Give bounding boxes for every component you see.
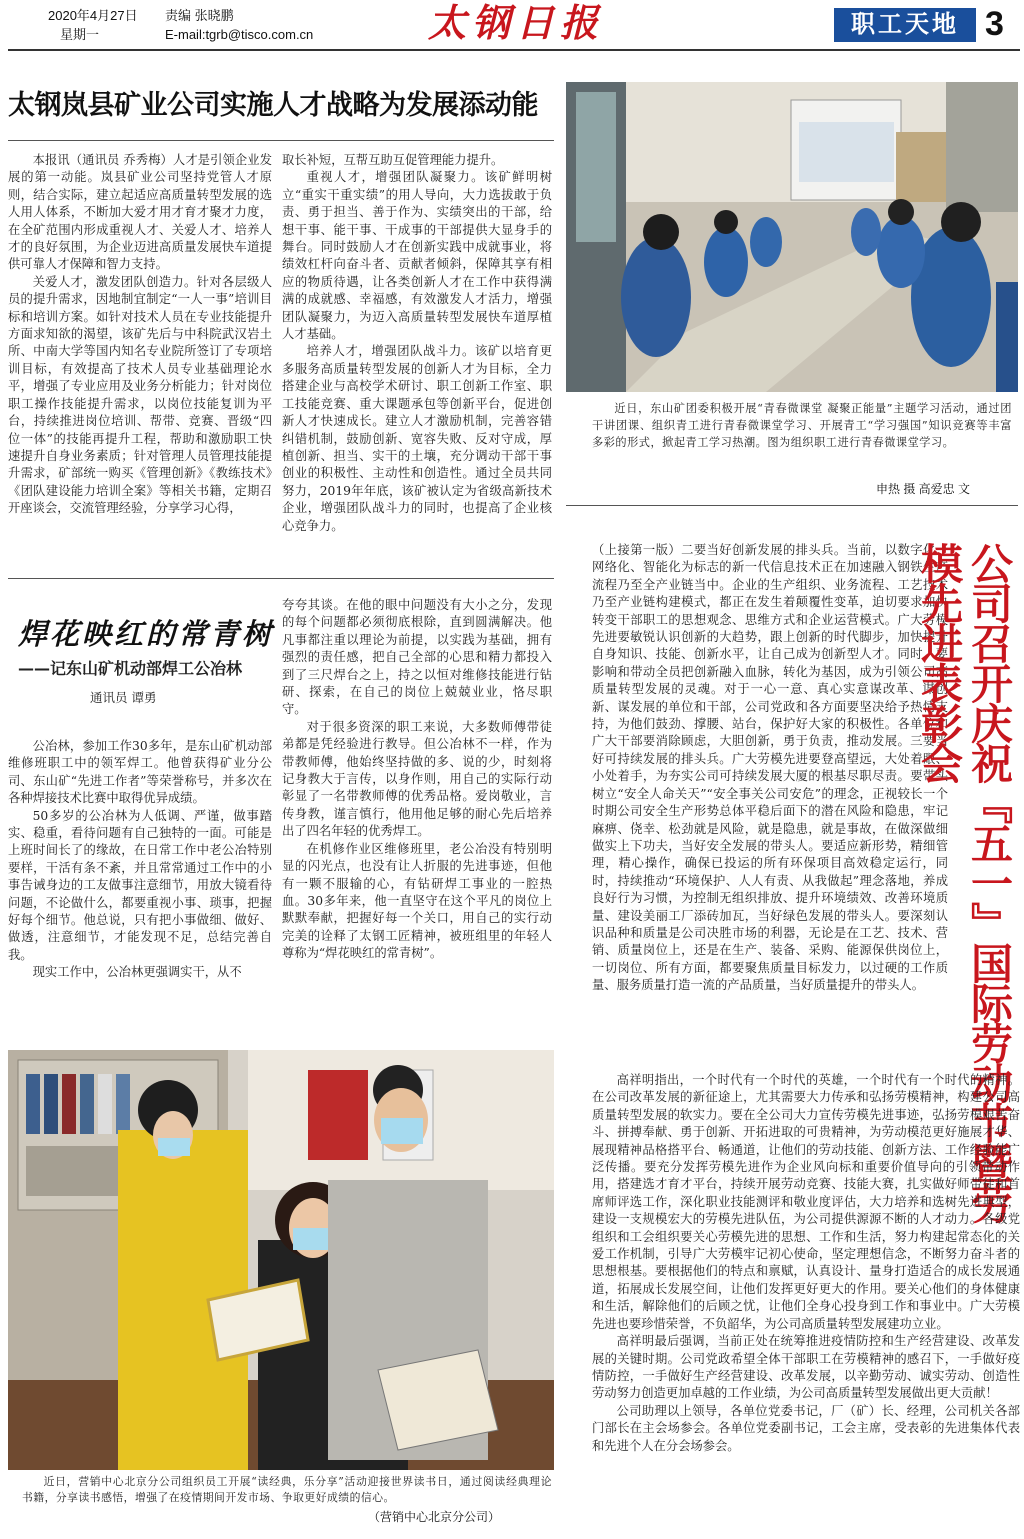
article1-paragraph: 取长补短，互帮互助互促管理能力提升。 [282, 153, 504, 167]
article3-paragraph: 高祥明指出，一个时代有一个时代的英雄，一个时代有一个时代的精神。在公司改革发展的新征途上，尤其需要大力传承和弘扬劳模精神，构建公司高质量转型发展的软实力。要在全公司大力宣传劳模先进事迹，弘扬劳模艰苦奋斗、拼搏奉献、勇于创新、开拓进取的可贵精神，为劳动模范更好施展才华、展现精神品格搭平台、畅通道，让他们的劳动技能、创新方法、工作经验能广泛传播。要充分发挥劳模先进作为企业风向标和重要价值导向的引领带动作用，搭建选才育才平台，持续开展劳动竞赛、技能大赛，扎实做好师带徒和首席师评选工作，深化职业技能测评和敬业度评估，大力培养和选树先进典型，建设一支规模宏大的劳模先进队伍，为公司提供源源不断的人才动力。各级党组织和工会组织要关心劳模先进的思想、工作和生活，努力构建起常态化的关爱工作机制，引导广大劳模牢记初心使命，坚定理想信念，不断努力奋斗者的思想根基。要根据他们的特点和禀赋，认真设计、量身打造适合的成长发展通道，拓展成长发展空间，让他们发挥更好更大的作用。要关心他们的身体健康和生活，解除他们的后顾之忧，让他们全身心投身到工作和事业中。广大劳模先进也要珍惜荣誉，不负韶华，为公司高质量转型发展建功立业。 [592, 1073, 1020, 1331]
issue-date: 2020年4月27日 [48, 8, 138, 23]
article3-top-rule [566, 505, 1018, 506]
article1-paragraph: 关爱人才，激发团队创造力。针对各层级人员的提升需求，因地制宜制定“一人一事”培训目标和培训方案。如针对技术人员在专业技能提升方面求知欲的渴望，该矿先后与中科院武汉岩土所、中南大学等国内知名专业院所签订了专项培训目标，有效提高了技术人员专业基础理论水平，增强了专业应用及业务分析能力；针对岗位职工操作技能提升需求，以岗位技能复训为平台，持续推进岗位培训、帮带、竞赛、晋级“四位一体”的技能再提升工程，帮助和激励职工快速提升自身业务素质；针对管理人员管理技能提升需求，矿部统一购买《管理创新》《教练技术》《团队建设能力培训全案》等相关书籍，定期召开座谈会，交流管理经验，分享学习心得， [8, 274, 272, 516]
article1-rule [8, 140, 554, 141]
article3-headline: 公司召开庆祝『五一』国际劳动节暨劳模先进表彰会 [915, 542, 1014, 1222]
article3-column-lower [592, 1072, 1020, 1537]
photo-top-credit: 申热 摄 高爱忠 文 [875, 482, 970, 496]
reading-activity-image [8, 1050, 554, 1470]
article2-column-1 [8, 738, 272, 1018]
page-editor: 责编 张晓鹏 [165, 8, 234, 23]
article1-column-1 [8, 152, 272, 552]
photo-top-caption: 近日，东山矿团委积极开展“青春微课堂 凝聚正能量”主题学习活动，通过团干讲团课、组织青工进行青春微课堂学习、开展青工“学习强国”知识竞赛等丰富多彩的形式，掀起青工学习热潮。图为组织职工进行青春微课堂学习。 [592, 402, 1012, 449]
article2-paragraph: 公冶林，参加工作30多年，是东山矿机动部维修班职工中的领军焊工。他曾获得矿业分公司、东山矿“先进工作者”等荣誉称号，并多次在各种焊接技术比赛中取得优异成绩。 [8, 739, 272, 806]
article2-paragraph: 在机修作业区维修班里，老公冶没有特别明显的闪光点，也没有让人折服的先进事迹，但他有一颗不服输的心，有钻研焊工事业的一腔热血。30多年来，他一直坚守在这个平凡的岗位上默默奉献，把握好每一个关口，用自己的实行动完美的诠释了太钢工匠精神，被班组里的年轻人尊称为“焊花映红的常青树”。 [282, 841, 552, 961]
article2-paragraph: 50多岁的公冶林为人低调、严谨，做事踏实、稳重，看待问题有自己独特的一面。可能是上班时间长了的缘故，在日常工作中老公冶特别要样，干活有条不紊，并且常常通过工作中的小事告诫身边的工友做事注意细节，用放大镜看待问题，不论做什么，都要重视小事、琐事，把握好每个细节。他总说，只有把小事做细、做好、做透，注意细节，才能发现不足，总结完善自我。 [8, 808, 272, 962]
article2-title: 焊花映红的常青树 [18, 617, 275, 651]
newspaper-masthead: 太钢日报 [428, 0, 605, 45]
section-badge: 职工天地 [834, 8, 976, 42]
article2-paragraph: 现实工作中，公冶林更强调实干，从不 [32, 965, 242, 980]
article3-paragraph: 公司助理以上领导，各单位党委书记，厂（矿）长、经理，公司机关各部门部长在主会场参会。各单位党委副书记，工会主席，受表彰的先进集体代表和先进个人在分会场参会。 [592, 1403, 1020, 1453]
article2-reporter: 通讯员 谭勇 [90, 690, 157, 705]
article2-paragraph: 夸夸其谈。在他的眼中问题没有大小之分，发现的每个问题都必须彻底根除，直到圆满解决。他凡事都注重以理论为前提，以实践为基础，拥有强烈的责任感，把自己全部的心思和精力都投入到了三尺焊台之上，持之以恒对维修技能进行钻研、探索，在自己的岗位上兢兢业业，恪尽职守。 [282, 598, 552, 717]
photo-bottom-credit: （营销中心北京分公司） [367, 1510, 500, 1524]
article2-column-2 [282, 597, 552, 1017]
article1-paragraph: 培养人才，增强团队战斗力。该矿以培育更多服务高质量转型发展的创新人才为目标，全力搭建企业与高校学术研讨、职工创新工作室、职工技能竞赛、重大课题承包等创新平台，促进创新人才快速成长。建立人才激励机制，完善容错纠错机制，鼓励创新、宽容失败、反对守成，厚植创新、担当、实干的土壤，充分调动干部干事创业的积极性、主动性和创造性。通过全员共同努力，2019年年底，该矿被认定为省级高新技术企业，增强团队战斗力的同时，也提高了企业核心竞争力。 [282, 344, 552, 533]
editor-email: E-mail:tgrb@tisco.com.cn [165, 27, 314, 42]
article1-paragraph: 本报讯（通讯员 乔秀梅）人才是引领企业发展的第一动能。岚县矿业公司坚持党管人才原则，结合实际，建立起适应高质量转型发展的选人用人体系，不断加大爱才用才育才聚才力度，在全矿范围内形成重视人才、关爱人才、培养人才的良好氛围，为企业迈进高质量发展快车道提供可靠人才保障和智力支持。 [8, 153, 272, 272]
meeting-room-image [566, 82, 1018, 392]
photo-bottom-caption: 近日，营销中心北京分公司组织员工开展“读经典，乐分享”活动迎接世界读书日，通过阅读经典理论书籍，分享读书感悟，增强了在疫情期间开发市场、争取更好成绩的信心。 [22, 1475, 552, 1504]
article2-paragraph: 对于很多资深的职工来说，大多数师傅带徒弟都是凭经验进行教导。但公冶林不一样，作为带教师傅，他始终坚持做的多、说的少，时刻将记身教大于言传，以身作则，用自己的实际行动彰显了一名带教师傅的优秀品格。爱岗敬业，言传身教，谨言慎行，他用他足够的耐心先后培养出了四名年轻的优秀焊工。 [282, 719, 552, 839]
article2-subtitle: ——记东山矿机动部焊工公冶林 [18, 659, 243, 678]
header-rule [8, 49, 1020, 51]
article3-paragraph: （上接第一版）二要当好创新发展的排头兵。当前，以数字化、网络化、智能化为标志的新一代信息技术正在加速融入钢铁生产流程乃至全产业链当中。企业的生产组织、业务流程、工艺技术乃至产业链构建模式，都正在发生着颠覆性变革，迫切要求加快转变干部职工的思想观念、思维方式和企业运营模式。广大劳模先进要敏锐认识创新的大趋势，跟上创新的时代脚步，加快提升自身知识、技能、创新水平，让自己成为创新型人才。同时，要影响和带动全员把创新融入血脉，转化为基因，成为引领公司高质量转型发展的灵魂。对于一心一意、真心实意谋改革、谋创新、谋发展的单位和干部，公司党政和各方面要坚决给予热情支持，为他们鼓劲、撑腰、站台，保护好大家的积极性。各单位和广大干部要消除顾虑，大胆创新，勇于负责，推动发展。三要当好可持续发展的排头兵。广大劳模先进要登高望远，大处着眼、小处着手，为夯实公司可持续发展大厦的根基尽职尽责。要带头树立“安全人命关天”“安全事关公司安危”的理念，正视较长一个时期公司安全生产形势总体平稳后面下的潜在风险和隐患，牢记麻痹、侥幸、松劲就是风险，就是隐患，就是事故，在做深做细做实上下功夫，当好安全发展的带头人。要适应新形势，精细管理，精心操作，确保已投运的所有环保项目高效稳定运行，同时，持续推动“环境保护、人人有责、从我做起”理念落地，养成良好行为习惯，为控制无组织排放、提升环境绩效、改善环境质量、建设美丽工厂添砖加瓦，当好绿色发展的带头人。要深刻认识品种和质量是公司决胜市场的利器，无论是在工艺、技术、营销、质量岗位上，还是在生产、装备、采购、能源保供岗位上，一切岗位、所有方面，都要聚焦质量目标发力，以过硬的工作质量、服务质量打造一流的产品质量，当好质量提升的带头人。 [592, 543, 948, 993]
article2-top-rule [8, 578, 554, 579]
article1-column-2 [282, 152, 552, 552]
article3-column-upper [592, 542, 948, 1070]
photo-reading-activity [8, 1050, 554, 1470]
article3-paragraph: 高祥明最后强调，当前正处在统筹推进疫情防控和生产经营建设、改革发展的关键时期。公司党政希望全体干部职工在劳模精神的感召下，一手做好疫情防控，一手做好生产经营建设、改革发展，以辛勤劳动、诚实劳动、创造性劳动努力创造更加卓越的工作业绩，为公司高质量转型发展做出更大贡献！ [592, 1334, 1020, 1401]
photo-youth-microclass [566, 82, 1018, 392]
article1-paragraph: 重视人才，增强团队凝聚力。该矿鲜明树立“重实干重实绩”的用人导向，大力选拔敢于负责、勇于担当、善于作为、实绩突出的干部，给想干事、能干事、干成事的干部提供大显身手的舞台。同时鼓励人才在创新实践中成就事业，将绩效杠杆向奋斗者、贡献者倾斜，保障其享有相应的物质待遇，让各类创新人才在工作中获得满满的成就感、幸福感，有效激发人才活力，增强团队凝聚力，为迈入高质量转型发展快车道厚植人才基础。 [282, 170, 552, 342]
page-number: 3 [985, 5, 1004, 43]
article1-headline: 太钢岚县矿业公司实施人才战略为发展添动能 [8, 90, 538, 121]
issue-weekday: 星期一 [60, 27, 100, 42]
